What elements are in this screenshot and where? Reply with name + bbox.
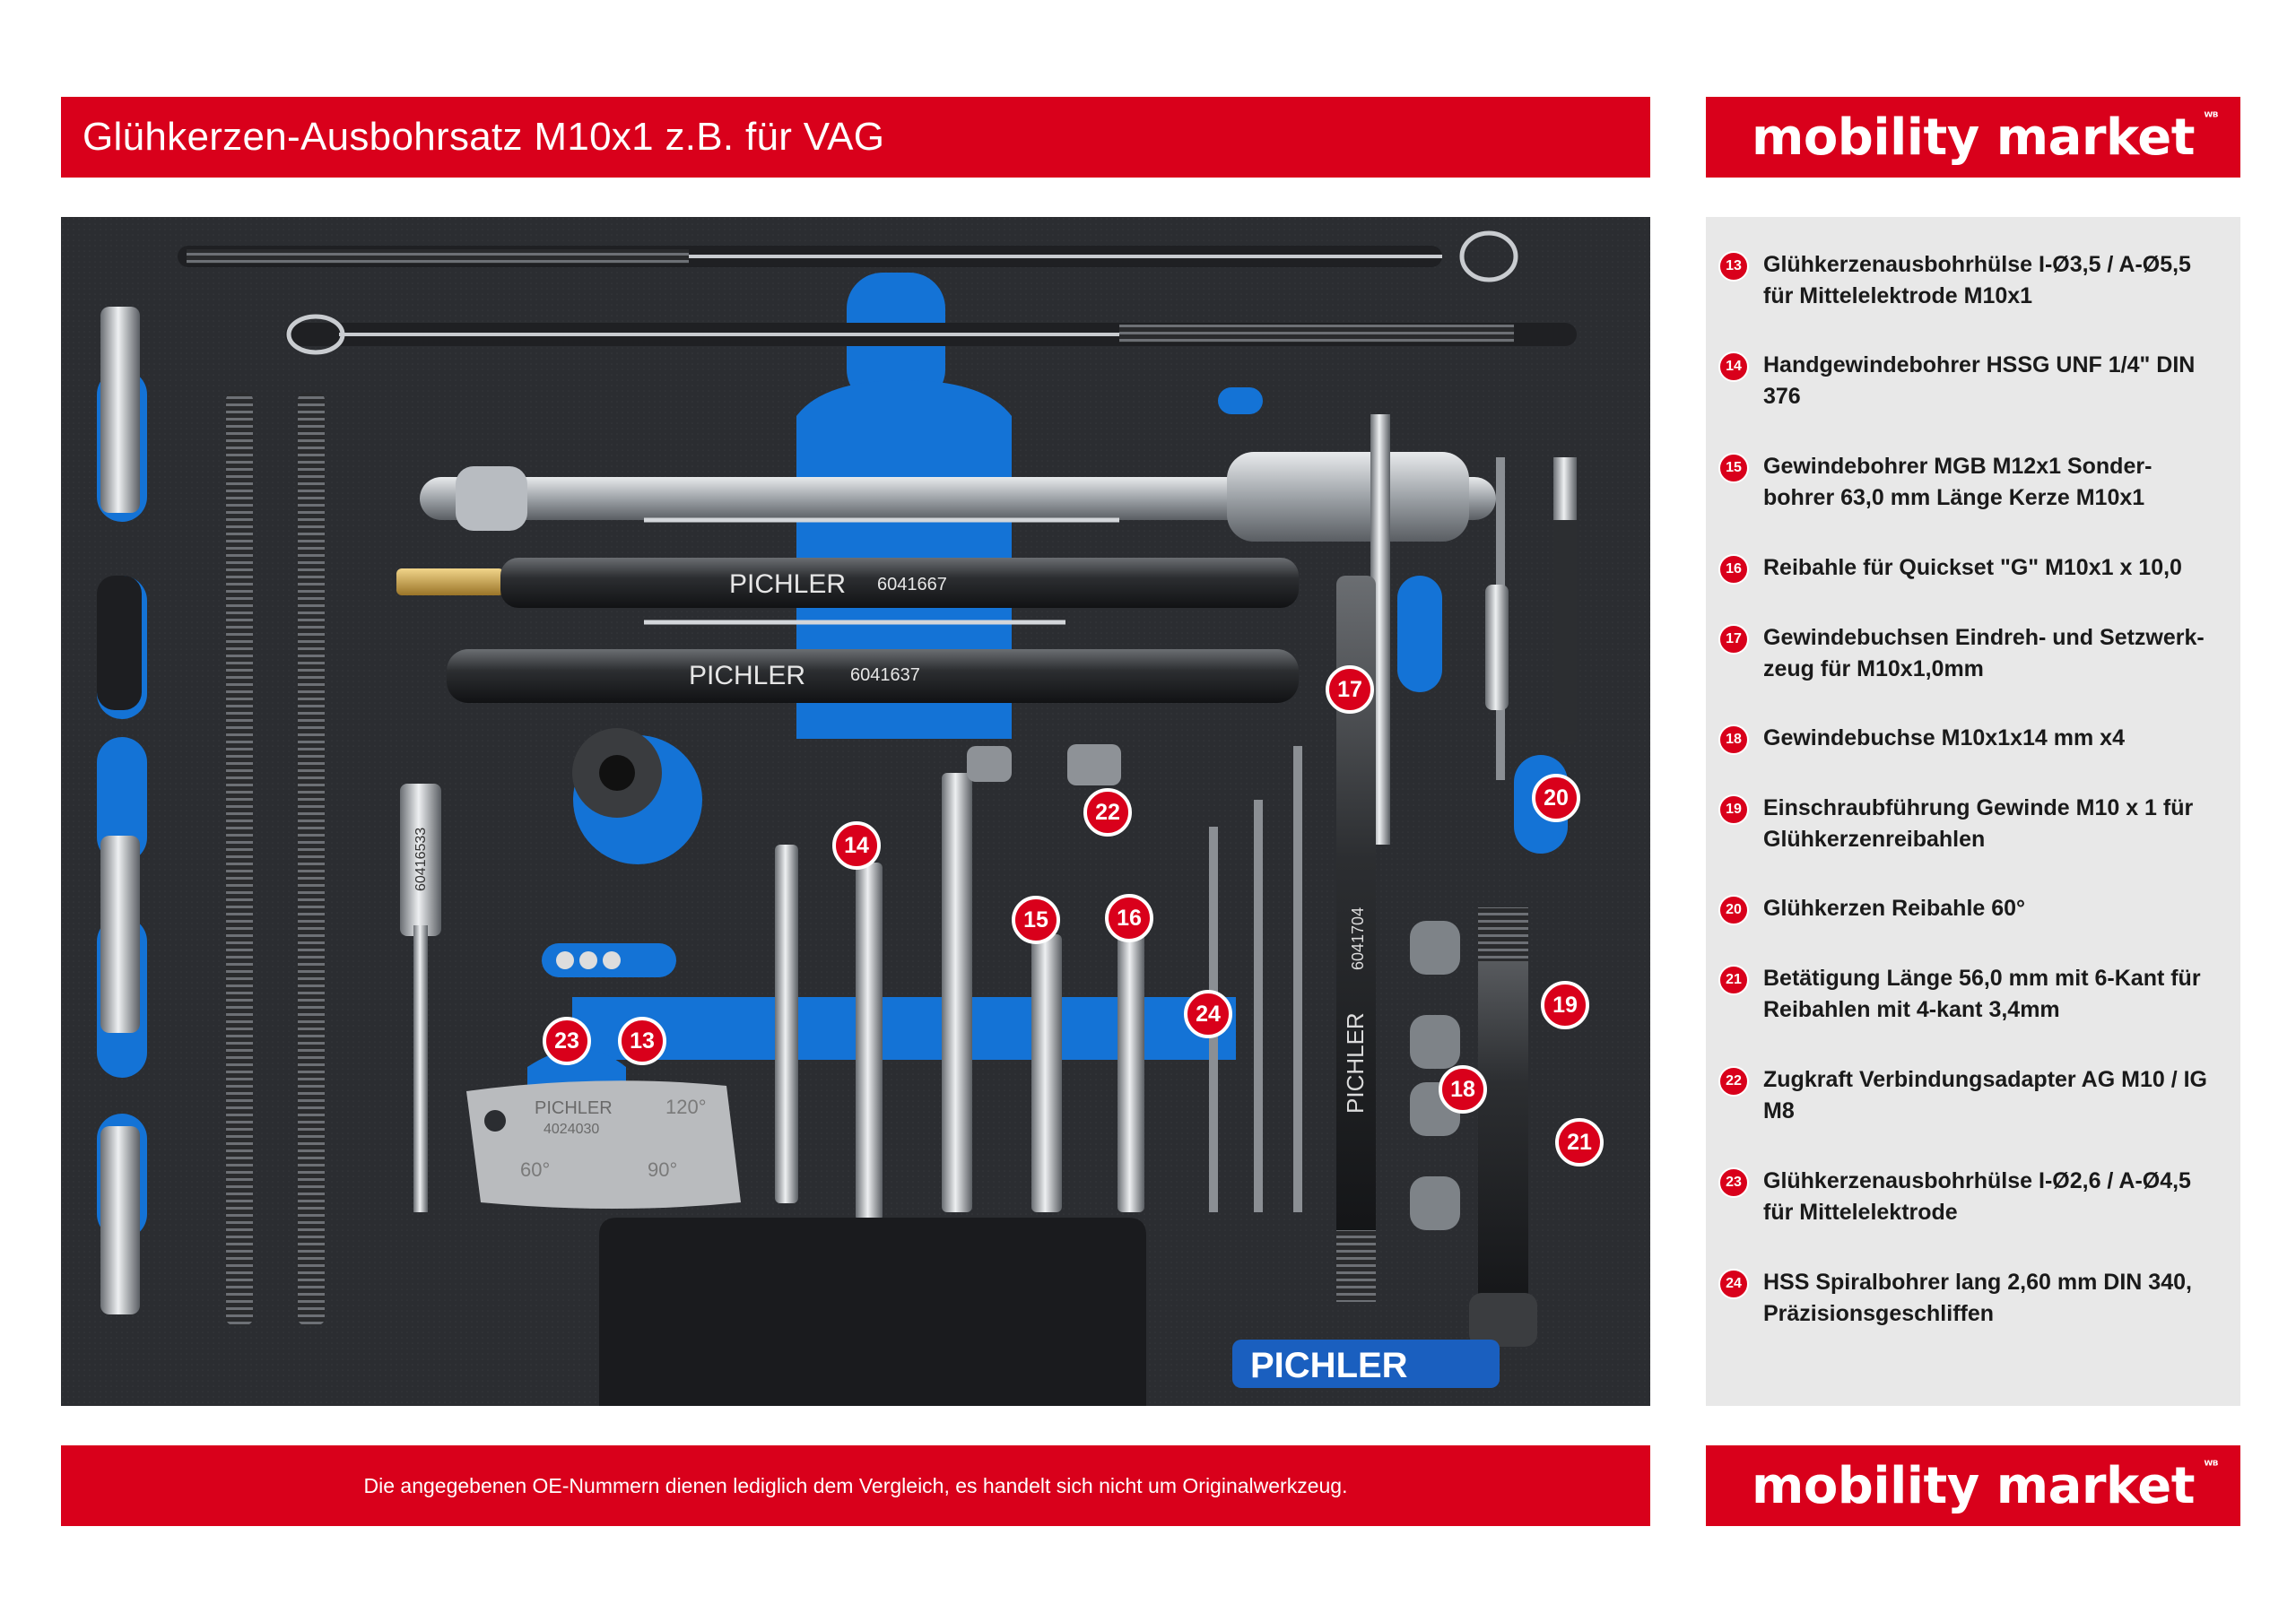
callout-16: 16 — [1105, 894, 1153, 942]
callout-23: 23 — [543, 1017, 591, 1065]
legend-item-text: Gewindebohrer MGB M12x1 Sonder-bohrer 63,0 mm Länge Kerze M10x1 — [1763, 454, 2152, 510]
callout-20: 20 — [1532, 774, 1580, 822]
legend-item-text: Gewindebuchsen Eindreh- und Setzwerk-zeug für M10x1,0mm — [1763, 625, 2205, 681]
gauge-angle-label: 90° — [648, 1158, 678, 1181]
callout-19: 19 — [1541, 981, 1589, 1029]
legend-item — [1718, 249, 2221, 312]
callout-15: 15 — [1012, 896, 1060, 944]
tool-case-illustration — [61, 217, 1650, 1406]
brand-logo-top — [1706, 97, 2240, 178]
legend-item — [1718, 622, 2221, 685]
footer-disclaimer: Die angegebenen OE-Nummern dienen lediglich dem Vergleich, es handelt sich nicht um Originalwerkzeug. — [363, 1473, 1348, 1497]
legend-number-badge: 21 — [1718, 965, 1749, 995]
callout-24: 24 — [1184, 990, 1232, 1038]
callout-14: 14 — [832, 821, 881, 870]
legend-number-badge: 15 — [1718, 453, 1749, 483]
gauge-angle-label: 60° — [520, 1158, 551, 1181]
legend-item — [1718, 1267, 2221, 1330]
legend-number-badge: 24 — [1718, 1269, 1749, 1299]
legend-item — [1718, 552, 2221, 585]
callout-21: 21 — [1555, 1118, 1604, 1167]
legend-item-text: Betätigung Länge 56,0 mm mit 6-Kant für Reibahlen mit 4-kant 3,4mm — [1763, 966, 2201, 1022]
legend-item-text: Einschraubführung Gewinde M10 x 1 für Glühkerzenreibahlen — [1763, 795, 2194, 852]
callout-22: 22 — [1083, 788, 1132, 837]
legend-number-badge: 17 — [1718, 624, 1749, 655]
legend-item — [1718, 451, 2221, 514]
callout-18: 18 — [1439, 1065, 1487, 1114]
legend-number-badge: 20 — [1718, 895, 1749, 925]
legend-item — [1718, 893, 2221, 925]
page-title: Glühkerzen-Ausbohrsatz M10x1 z.B. für VAG — [83, 115, 885, 159]
legend-item — [1718, 793, 2221, 855]
legend-number-badge: 18 — [1718, 724, 1749, 755]
legend-item-text: HSS Spiralbohrer lang 2,60 mm DIN 340, Präzisionsgeschliffen — [1763, 1270, 2192, 1326]
legend-item-text: Reibahle für Quickset "G" M10x1 x 10,0 — [1763, 555, 2182, 580]
part-number-label: 4024030 — [544, 1122, 600, 1137]
brand-logo-mark: ᵂᴮ — [2204, 109, 2218, 125]
callout-13: 13 — [618, 1017, 666, 1065]
title-bar — [61, 97, 1650, 178]
legend-item — [1718, 350, 2221, 412]
legend-number-badge: 14 — [1718, 351, 1749, 382]
legend-panel — [1706, 217, 2240, 1406]
legend-item — [1718, 1064, 2221, 1127]
legend-item — [1718, 963, 2221, 1026]
case-brand-label: PICHLER — [1250, 1346, 1408, 1385]
legend-item-text: Glühkerzenausbohrhülse I-Ø2,6 / A-Ø4,5 für Mittelelektrode — [1763, 1168, 2191, 1225]
small-sleeves — [542, 943, 676, 977]
product-photo — [61, 217, 1650, 1406]
brand-label: PICHLER — [689, 661, 806, 690]
brand-logo-text: mobility market ᵂᴮ — [1751, 1456, 2218, 1515]
angle-gauge — [466, 1080, 741, 1209]
brand-label: PICHLER — [535, 1098, 613, 1118]
brand-logo-mark: ᵂᴮ — [2204, 1458, 2218, 1473]
legend-item-text: Glühkerzen Reibahle 60° — [1763, 896, 2026, 921]
legend-item — [1718, 1166, 2221, 1228]
gauge-angle-label: 120° — [665, 1096, 707, 1118]
part-number-label: 6041704 — [1349, 906, 1367, 970]
part-number-label: 60416533 — [413, 827, 429, 891]
legend-item-text: Zugkraft Verbindungsadapter AG M10 / IG M8 — [1763, 1067, 2207, 1123]
legend-item-text: Gewindebuchse M10x1x14 mm x4 — [1763, 725, 2125, 750]
case-handle-recess — [599, 1218, 1146, 1406]
brand-logo-bottom — [1706, 1445, 2240, 1526]
brand-logo-text: mobility market ᵂᴮ — [1751, 108, 2218, 167]
brand-label: PICHLER — [1342, 1012, 1369, 1114]
legend-number-badge: 13 — [1718, 251, 1749, 282]
legend-number-badge: 16 — [1718, 554, 1749, 585]
part-number-label: 6041637 — [850, 665, 920, 685]
brand-label: PICHLER — [729, 569, 847, 599]
legend-number-badge: 23 — [1718, 1167, 1749, 1198]
legend-number-badge: 22 — [1718, 1066, 1749, 1097]
legend-item — [1718, 723, 2221, 755]
legend-item-text: Glühkerzenausbohrhülse I-Ø3,5 / A-Ø5,5 für Mittelelektrode M10x1 — [1763, 252, 2191, 308]
footer-bar — [61, 1445, 1650, 1526]
part-number-label: 6041667 — [877, 575, 947, 594]
legend-number-badge: 19 — [1718, 794, 1749, 825]
callout-17: 17 — [1326, 665, 1374, 714]
legend-item-text: Handgewindebohrer HSSG UNF 1/4" DIN 376 — [1763, 352, 2196, 409]
